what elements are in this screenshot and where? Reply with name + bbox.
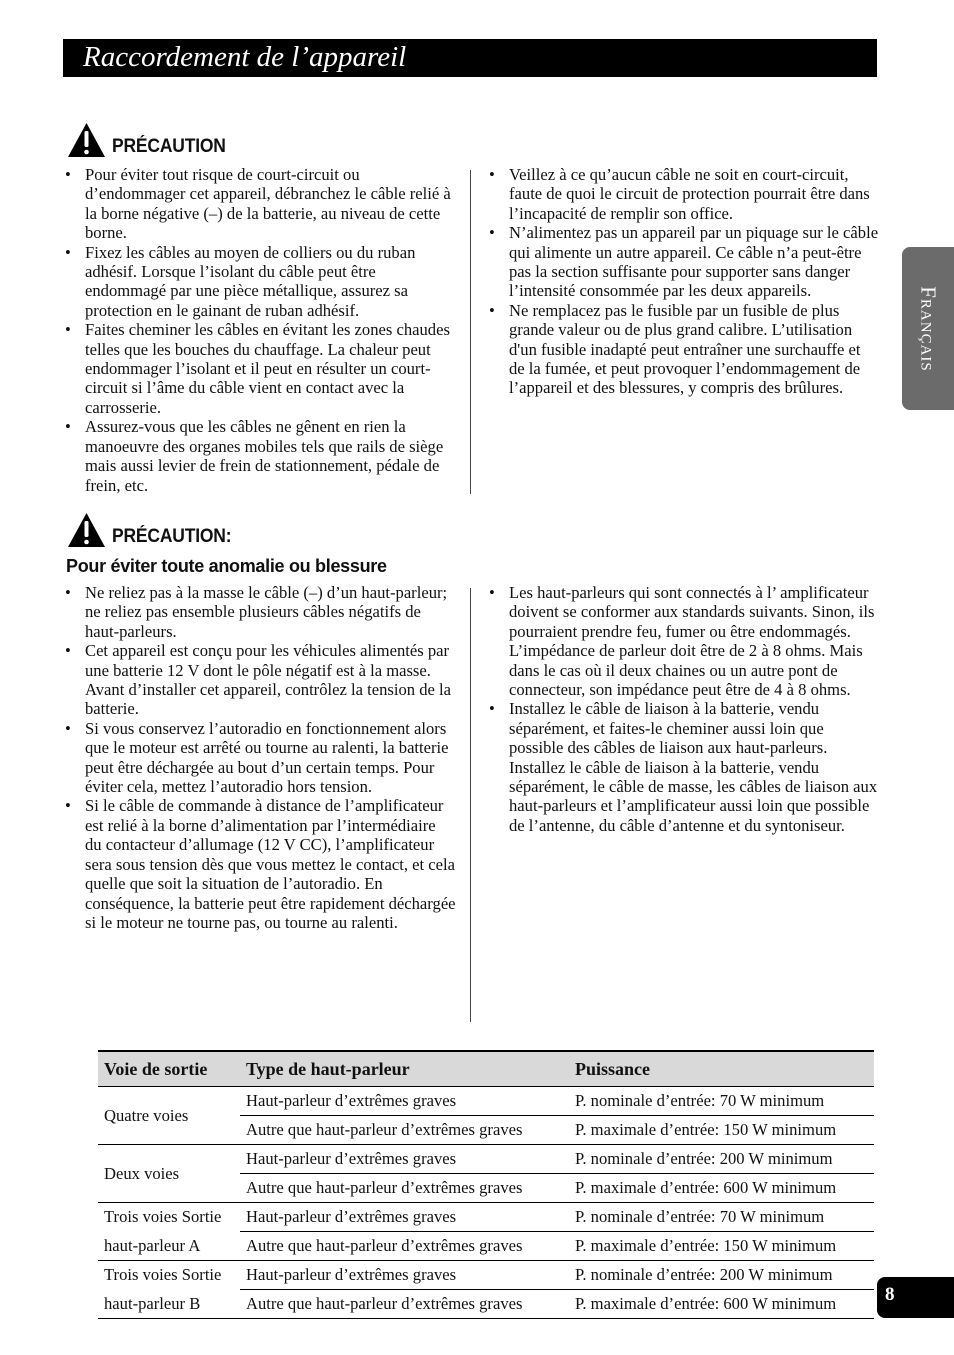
table-cell-power: P. nominale d’entrée: 200 W minimum — [569, 1145, 874, 1174]
page-number: 8 — [885, 1284, 895, 1305]
table-cell-power: P. maximale d’entrée: 150 W minimum — [569, 1232, 874, 1261]
table-cell-output: Quatre voies — [98, 1087, 240, 1145]
warning-triangle-icon — [67, 512, 106, 548]
table-row — [98, 1261, 874, 1290]
table-cell-output: haut-parleur B — [98, 1290, 240, 1319]
table-cell-speaker-type: Autre que haut-parleur d’extrêmes graves — [240, 1290, 569, 1319]
precaution-subheading: Pour éviter toute anomalie ou blessure — [66, 556, 387, 576]
table-row — [98, 1232, 874, 1261]
table-cell-power: P. nominale d’entrée: 200 W minimum — [569, 1261, 874, 1290]
table-header-row — [98, 1051, 874, 1087]
table-cell-speaker-type: Haut-parleur d’extrêmes graves — [240, 1145, 569, 1174]
column-divider-2 — [470, 588, 471, 1022]
table-cell-output: Deux voies — [98, 1145, 240, 1203]
table-cell-speaker-type: Autre que haut-parleur d’extrêmes graves — [240, 1116, 569, 1145]
precaution-list-item: • Installez le câble de liaison à la batterie, vendu séparément, et faites-le cheminer aussi loin que possible des câbles de liaison aux haut-parleurs. Installez le câble de liaison à la batterie, vendu séparément, le câble de masse, les câbles de liaison aux haut-parleurs et l’amplificateur aussi loin que possible de l’antenne, du câble d’antenne et du syntoniseur. — [488, 699, 880, 835]
table-row — [98, 1145, 874, 1174]
precaution-list-item: • Assurez-vous que les câbles ne gênent en rien la manoeuvre des organes mobiles tels que rails de siège mais aussi levier de frein de stationnement, pédale de frein, etc. — [64, 417, 456, 495]
table-header-cell: Puissance — [569, 1051, 874, 1087]
table-cell-power: P. maximale d’entrée: 600 W minimum — [569, 1290, 874, 1319]
table-cell-speaker-type: Haut-parleur d’extrêmes graves — [240, 1261, 569, 1290]
language-tab-label: Français — [916, 285, 941, 372]
table-cell-power: P. nominale d’entrée: 70 W minimum — [569, 1203, 874, 1232]
precaution-list-item: • Si le câble de commande à distance de l’amplificateur est relié à la borne d’alimentation par l’intermédiaire du contacteur d’allumage (12 V CC), l’amplificateur sera sous tension dès que vous mettez le contact, et cela quelle que soit la situation de l’autoradio. En conséquence, la batterie peut être rapidement déchargée si le moteur ne tourne pas, ou tourne au ralenti. — [64, 796, 456, 932]
page-title: Raccordement de l’appareil — [83, 41, 407, 73]
precaution-heading-2 — [67, 512, 242, 548]
section1-right-list — [488, 165, 880, 398]
precaution-list-item: • Les haut-parleurs qui sont connectés à l’ amplificateur doivent se conformer aux standards suivants. Sinon, ils pourraient prendre feu, fumer ou être endommagés. L’impédance de parleur doit être de 2 à 8 ohms. Mais dans le cas où il deux chaines ou un autre pont de connecteur, son impédance peut être de 4 à 8 ohms. — [488, 583, 880, 699]
language-tab — [902, 247, 954, 410]
table-cell-output: Trois voies Sortie — [104, 1207, 222, 1227]
table-row — [98, 1087, 874, 1116]
precaution-list-item: • Fixez les câbles au moyen de colliers ou du ruban adhésif. Lorsque l’isolant du câble peut être endommagé par une pièce métallique, assurez sa protection en le gainant de ruban adhésif. — [64, 243, 456, 321]
table-cell-speaker-type: Autre que haut-parleur d’extrêmes graves — [240, 1232, 569, 1261]
section2-right-list — [488, 583, 880, 835]
precaution-title-1: PRÉCAUTION — [112, 136, 226, 157]
table-row — [98, 1290, 874, 1319]
table-cell-speaker-type: Haut-parleur d’extrêmes graves — [240, 1087, 569, 1116]
table-cell-power: P. maximale d’entrée: 150 W minimum — [569, 1116, 874, 1145]
table-header-cell: Type de haut-parleur — [240, 1051, 569, 1087]
speaker-power-table — [98, 1050, 874, 1319]
precaution-list-item: • Ne remplacez pas le fusible par un fusible de plus grande valeur ou de plus grand calibre. L’utilisation d'un fusible inadapté peut entraîner une surchauffe et de la fumée, et peut provoquer l’endommagement de l’appareil et des blessures, y compris des brûlures. — [488, 301, 880, 398]
table-row — [98, 1203, 874, 1232]
warning-triangle-icon — [67, 122, 106, 158]
table-cell-speaker-type: Haut-parleur d’extrêmes graves — [240, 1203, 569, 1232]
section2-left-list — [64, 583, 456, 932]
table-cell-power: P. maximale d’entrée: 600 W minimum — [569, 1174, 874, 1203]
precaution-list-item: • Faites cheminer les câbles en évitant les zones chaudes telles que les bouches du chauffage. La chaleur peut endommager l’isolant et il peut en résulter un court-circuit si l’âme du câble vient en contact avec la carrosserie. — [64, 320, 456, 417]
column-divider-1 — [470, 170, 471, 494]
table-cell-power: P. nominale d’entrée: 70 W minimum — [569, 1087, 874, 1116]
precaution-heading-1 — [67, 122, 236, 158]
section1-left-list — [64, 165, 456, 495]
precaution-list-item: • Si vous conservez l’autoradio en fonctionnement alors que le moteur est arrêté ou tourne au ralenti, la batterie peut être déchargée au bout d’un certain temps. Pour éviter cela, mettez l’autoradio hors tension. — [64, 719, 456, 797]
table-cell-output: Trois voies Sortie — [104, 1265, 222, 1285]
page-number-badge — [877, 1277, 954, 1318]
precaution-list-item: • N’alimentez pas un appareil par un piquage sur le câble qui alimente un autre appareil. Ce câble n’a peut-être pas la section suffisante pour supporter sans danger l’intensité consommée par les deux appareils. — [488, 223, 880, 301]
precaution-title-2: PRÉCAUTION: — [112, 526, 232, 547]
precaution-list-item: • Pour éviter tout risque de court-circuit ou d’endommager cet appareil, débranchez le câble relié à la borne négative (–) de la batterie, au niveau de cette borne. — [64, 165, 456, 243]
table-cell-speaker-type: Autre que haut-parleur d’extrêmes graves — [240, 1174, 569, 1203]
page-header — [63, 39, 877, 77]
precaution-list-item: • Ne reliez pas à la masse le câble (–) d’un haut-parleur; ne reliez pas ensemble plusieurs câbles négatifs de haut-parleurs. — [64, 583, 456, 641]
precaution-list-item: • Cet appareil est conçu pour les véhicules alimentés par une batterie 12 V dont le pôle négatif est à la masse. Avant d’installer cet appareil, contrôlez la tension de la batterie. — [64, 641, 456, 719]
table-cell-output: haut-parleur A — [98, 1232, 240, 1261]
precaution-list-item: • Veillez à ce qu’aucun câble ne soit en court-circuit, faute de quoi le circuit de protection pourrait être dans l’incapacité de remplir son office. — [488, 165, 880, 223]
table-header-cell: Voie de sortie — [98, 1051, 240, 1087]
